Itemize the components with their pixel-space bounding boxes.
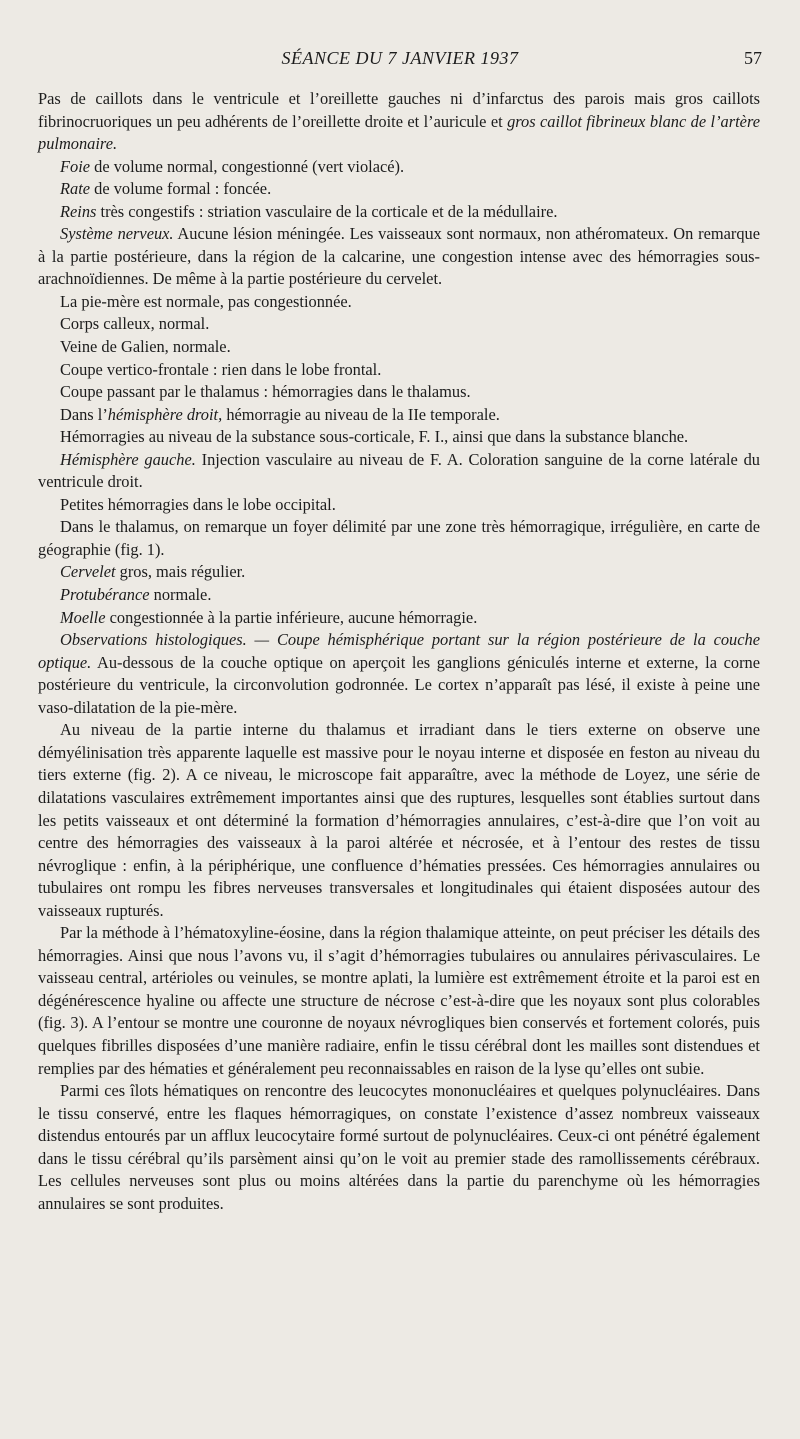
paragraph <box>38 516 760 561</box>
italic-run: Foie <box>60 156 91 176</box>
page-number: 57 <box>744 48 762 68</box>
text-run: congestionnée à la partie inférieure, aucune hémorragie. <box>105 607 478 627</box>
text-run: Coupe passant par le thalamus : hémorragies dans le thalamus. <box>60 382 471 402</box>
paragraph <box>38 359 760 382</box>
text-run: gros, mais régulier. <box>115 562 246 582</box>
text-run: Par la méthode à l’hématoxyline-éosine, dans la région thalamique atteinte, on peut préciser les détails des hémorragies. Ainsi que nous l’avons vu, il s’agit d’hémorragies tubulaires ou annulaires périvasculaires. Le vaisseau central, artérioles ou veinules, se montre aplati, la lumière est extrêmement étroite et la paroi est en dégénérescence hyaline ou affecte une structure de nécrose c’est-à-dire que les noyaux sont plus colorables (fig. 3). A l’entour se montre une couronne de noyaux névrogliques bien conservés et fortement colorés, puis quelques fibrilles disposées d’une manière radiaire, enfin le tissu cérébral dont les mailles sont distendues et remplies par des hématies et généralement peu reconnaissables en raison de la lyse qu’elles ont subie. <box>38 923 760 1078</box>
italic-run: Hémisphère gauche. <box>60 449 196 469</box>
text-run: Hémorragies au niveau de la substance sous-corticale, F. I., ainsi que dans la substance blanche. <box>60 427 689 447</box>
text-run: de volume formal : foncée. <box>90 179 272 199</box>
paragraph <box>38 607 760 630</box>
italic-run: Cervelet <box>60 562 116 582</box>
paragraph <box>38 449 760 494</box>
text-run: Au-dessous de la couche optique on aperçoit les ganglions géniculés interne et externe, la corne postérieure du ventricule, la circonvolution godronnée. Le cortex n’apparaît pas lésé, il existe à peine une vaso-dilatation de la pie-mère. <box>38 652 760 717</box>
running-title: SÉANCE DU 7 JANVIER 1937 <box>281 48 519 68</box>
paragraph <box>38 426 760 449</box>
paragraph <box>38 156 760 179</box>
paragraph <box>38 922 760 1080</box>
text-run: hémorragie au niveau de la IIe temporale. <box>222 404 500 424</box>
italic-run: gros caillot fibrineux blanc de l’artère pulmonaire. <box>38 111 760 154</box>
running-head <box>38 48 762 72</box>
text-run: Injection vasculaire au niveau de F. A. Coloration sanguine de la corne latérale du ventricule droit. <box>38 449 760 492</box>
paragraph <box>38 291 760 314</box>
body-text <box>38 88 760 1215</box>
italic-run: Rate <box>60 179 91 199</box>
paragraph <box>38 1080 760 1215</box>
paragraph <box>38 223 760 291</box>
text-run: Au niveau de la partie interne du thalamus et irradiant dans le tiers externe on observe une démyélinisation très apparente laquelle est massive pour le noyau interne et disposée en feston au niveau du tiers externe (fig. 2). A ce niveau, le microscope fait apparaître, avec la méthode de Loyez, une série de dilatations vasculaires extrêmement importantes ainsi que des ruptures, lesquelles sont établies surtout dans les petits vaisseaux et ont déterminé la formation d’hémorragies annulaires, c’est-à-dire que l’on voit au centre des hémorragies des vaisseaux à la paroi altérée et nécrosée, et à l’entour des restes de tissu névroglique : enfin, à la périphérique, une confluence d’hématies pressées. Ces hémorragies annulaires ou tubulaires ont rompu les fibres nerveuses transversales et longitudinales qui étaient disposées autour des vaisseaux rupturés. <box>38 720 760 920</box>
paragraph <box>38 178 760 201</box>
paragraph <box>38 88 760 156</box>
paragraph <box>38 381 760 404</box>
text-run: très congestifs : striation vasculaire de la corticale et de la médullaire. <box>96 201 558 221</box>
text-run: Parmi ces îlots hématiques on rencontre des leucocytes mononucléaires et quelques polynucléaires. Dans le tissu conservé, entre les flaques hémorragiques, on constate l’existence d’assez nombreux vaisseaux distendus entourés par un afflux leucocytaire formé surtout de polynucléaires. Ceux-ci ont pénétré également dans le tissu cérébral qu’ils parsèment ainsi qu’on le voit au premier stade des ramollissements cérébraux. Les cellules nerveuses sont plus ou moins altérées dans la partie du parenchyme où les hémorragies annulaires se sont produites. <box>38 1081 760 1213</box>
italic-run: Reins <box>60 201 97 221</box>
text-run: de volume normal, congestionné (vert violacé). <box>90 156 405 176</box>
paragraph <box>38 561 760 584</box>
italic-run: Moelle <box>60 607 106 627</box>
italic-run: Protubérance <box>60 585 150 605</box>
paragraph <box>38 494 760 517</box>
paragraph <box>38 404 760 427</box>
paragraph <box>38 336 760 359</box>
paragraph <box>38 201 760 224</box>
text-run: normale. <box>149 585 212 605</box>
paragraph <box>38 629 760 719</box>
text-run: Aucune lésion méningée. Les vaisseaux sont normaux, non athéromateux. On remarque à la partie postérieure, dans la région de la calcarine, une congestion intense avec des hémorragies sous-arachnoïdiennes. De même à la partie postérieure du cervelet. <box>38 224 760 289</box>
text-run: Veine de Galien, normale. <box>60 337 231 357</box>
paragraph <box>38 313 760 336</box>
text-run: Coupe vertico-frontale : rien dans le lobe frontal. <box>60 359 382 379</box>
text-run: Petites hémorragies dans le lobe occipital. <box>60 494 336 514</box>
paragraph <box>38 584 760 607</box>
italic-run: hémisphère droit, <box>107 404 223 424</box>
text-run: Dans l’ <box>60 404 108 424</box>
text-run: Pas de caillots dans le ventricule et l’oreillette gauches ni d’infarctus des parois mais gros caillots fibrinocruoriques un peu adhérents de l’oreillette droite et l’auricule et <box>38 89 760 131</box>
text-run: Corps calleux, normal. <box>60 314 210 334</box>
italic-run: Système nerveux. <box>60 224 174 244</box>
text-run: La pie-mère est normale, pas congestionnée. <box>60 291 352 311</box>
text-run: Dans le thalamus, on remarque un foyer délimité par une zone très hémorragique, irrégulière, en carte de géographie (fig. 1). <box>38 517 760 559</box>
paragraph <box>38 719 760 922</box>
italic-run: Observations histologiques. — Coupe hémisphérique portant sur la région postérieure de la couche optique. <box>38 630 760 672</box>
